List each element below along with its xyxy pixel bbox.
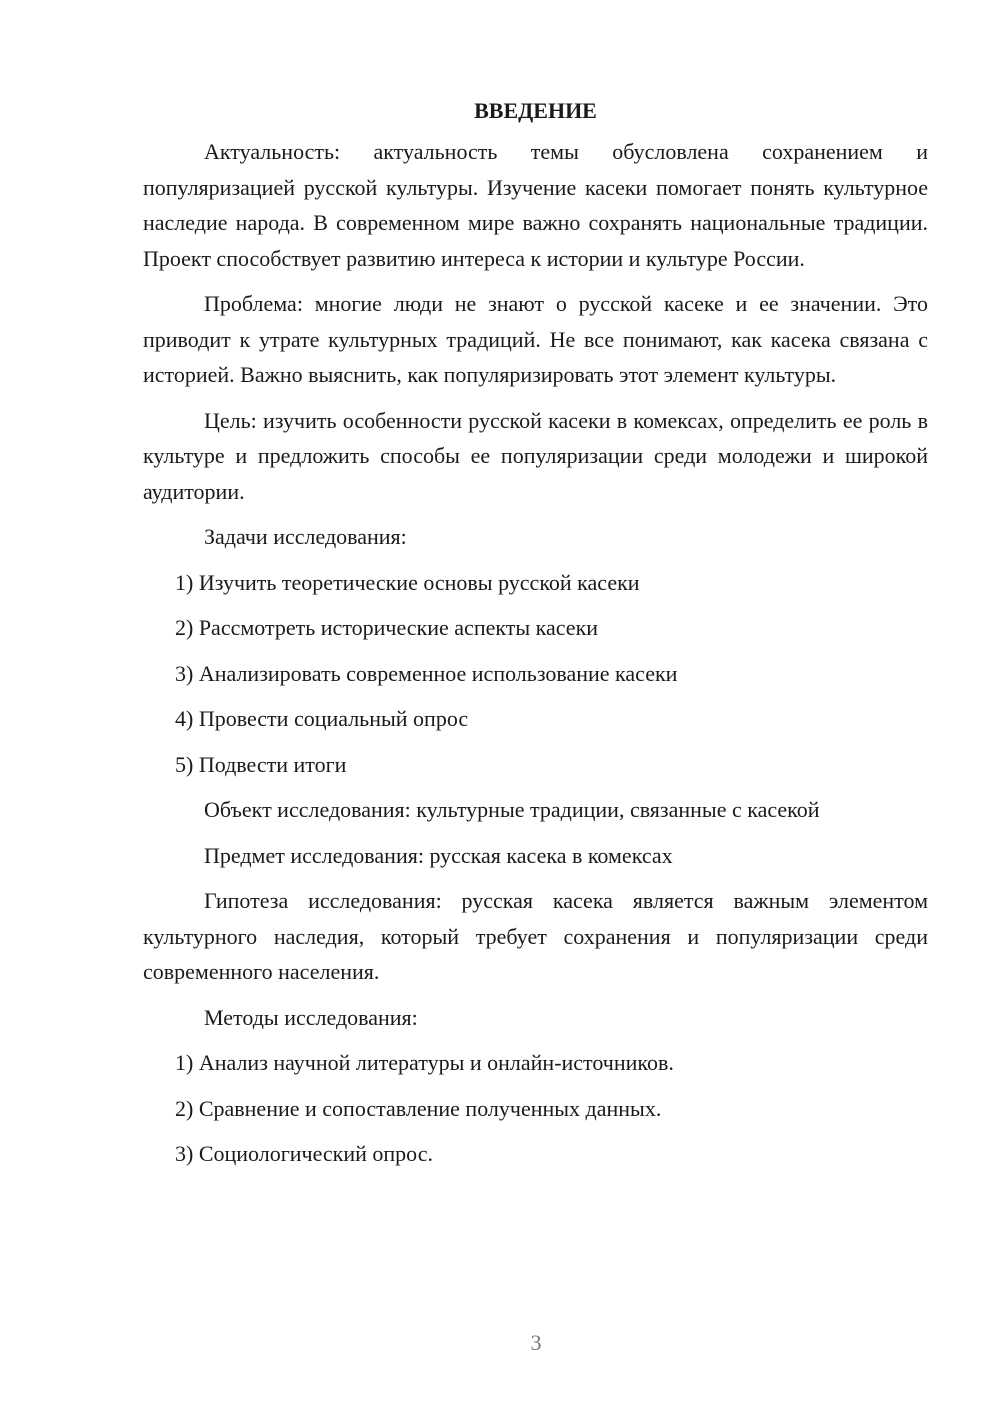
page-number: 3 bbox=[530, 1330, 542, 1355]
methods-heading: Методы исследования: bbox=[204, 1004, 418, 1030]
list-item: 1) Изучить теоретические основы русской касеки bbox=[175, 569, 640, 595]
tasks-heading: Задачи исследования: bbox=[204, 524, 407, 549]
research-object: Объект исследования: культурные традиции, связанные с касекой bbox=[204, 797, 820, 822]
methods-list bbox=[143, 1045, 928, 1172]
research-subject: Предмет исследования: русская касека в комексах bbox=[204, 842, 673, 868]
list-item: 3) Социологический опрос. bbox=[175, 1141, 433, 1166]
section-title: ВВЕДЕНИЕ bbox=[474, 98, 597, 123]
tasks-list bbox=[143, 565, 928, 783]
list-item: 2) Сравнение и сопоставление полученных данных. bbox=[175, 1095, 662, 1121]
relevance-paragraph: Актуальность: актуальность темы обусловлена сохранением и популяризацией русской культуры. Изучение касеки помогает понять культурное наследие народа. В современном мире важно сохранять национальные традиции. Проект способствует развитию интереса к истории и культуре России. bbox=[143, 139, 928, 271]
hypothesis-paragraph: Гипотеза исследования: русская касека является важным элементом культурного наследия, который требует сохранения и популяризации среди современного населения. bbox=[143, 888, 928, 984]
problem-paragraph: Проблема: многие люди не знают о русской касеке и ее значении. Это приводит к утрате культурных традиций. Не все понимают, как касека связана с историей. Важно выяснить, как популяризировать этот элемент культуры. bbox=[143, 291, 928, 387]
list-item: 1) Анализ научной литературы и онлайн-источников. bbox=[175, 1050, 674, 1075]
list-item: 3) Анализировать современное использование касеки bbox=[175, 660, 678, 686]
page-content bbox=[143, 93, 928, 1182]
list-item: 2) Рассмотреть исторические аспекты касеки bbox=[175, 615, 599, 640]
list-item: 4) Провести социальный опрос bbox=[175, 706, 469, 731]
goal-paragraph: Цель: изучить особенности русской касеки в комексах, определить ее роль в культуре и предложить способы ее популяризации среди молодежи и широкой аудитории. bbox=[143, 407, 928, 504]
list-item: 5) Подвести итоги bbox=[175, 751, 347, 777]
